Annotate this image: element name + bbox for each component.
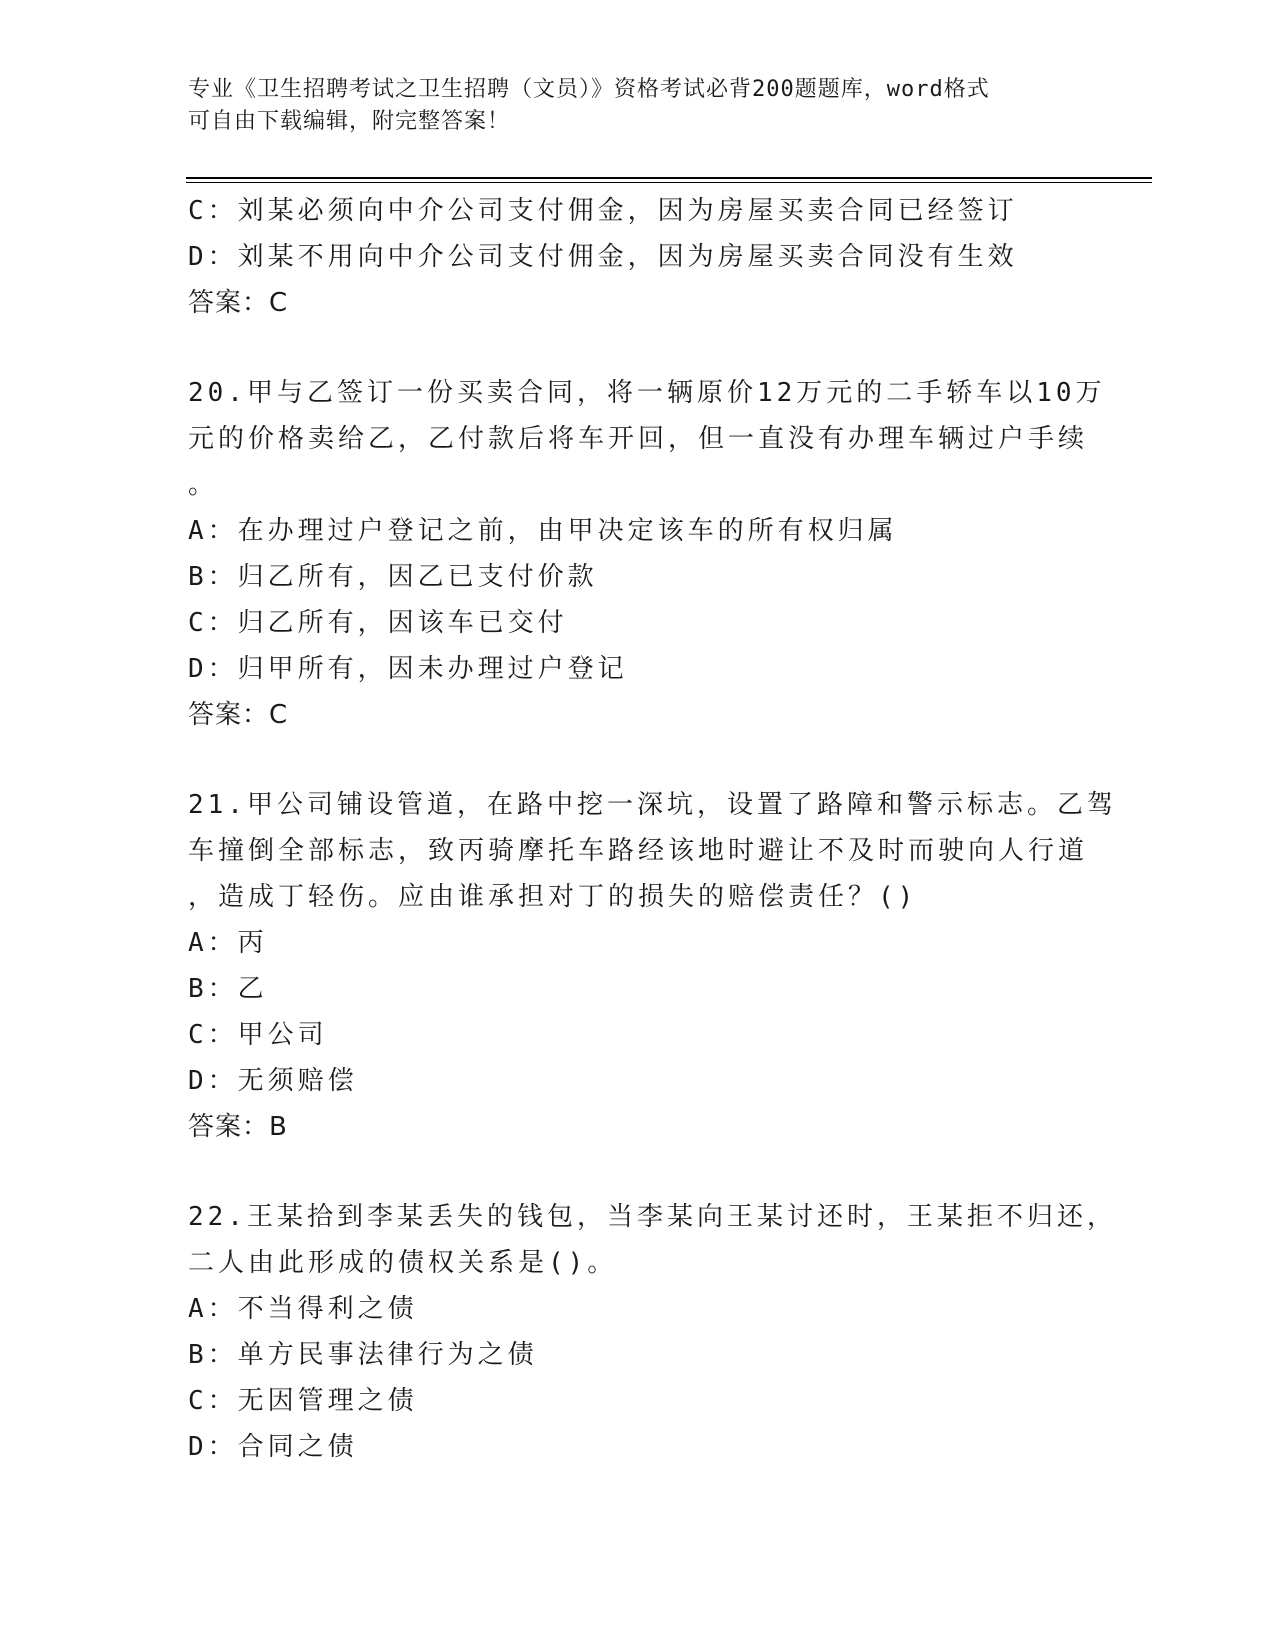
question-stem-line: ，造成丁轻伤。应由谁承担对丁的损失的赔偿责任？()	[188, 882, 918, 912]
question-stem-line: 21.甲公司铺设管道，在路中挖一深坑，设置了路障和警示标志。乙驾	[188, 790, 1117, 820]
header-line-1: 专业《卫生招聘考试之卫生招聘（文员）》资格考试必背200题题库，word格式	[188, 77, 990, 102]
question-stem-line: 20.甲与乙签订一份买卖合同，将一辆原价12万元的二手轿车以10万	[188, 378, 1106, 408]
answer-line: 答案：C	[188, 700, 289, 730]
option-b: B：归乙所有，因乙已支付价款	[188, 562, 598, 592]
question-stem-line: 元的价格卖给乙，乙付款后将车开回，但一直没有办理车辆过户手续	[188, 424, 1089, 454]
option-d: D：刘某不用向中介公司支付佣金，因为房屋买卖合同没有生效	[188, 242, 1018, 272]
header-divider-thick	[186, 177, 1152, 179]
option-c: C：归乙所有，因该车已交付	[188, 608, 568, 638]
option-b: B：乙	[188, 974, 268, 1004]
header-divider-thin	[186, 182, 1152, 183]
question-stem-line: 二人由此形成的债权关系是()。	[188, 1248, 618, 1278]
question-22	[188, 1194, 1117, 1470]
header-line-2: 可自由下载编辑，附完整答案！	[188, 109, 511, 134]
question-21	[188, 782, 1117, 1150]
question-stem-line: 。	[188, 470, 219, 500]
question-stem-line: 车撞倒全部标志，致丙骑摩托车路经该地时避让不及时而驶向人行道	[188, 836, 1089, 866]
option-a: A：丙	[188, 928, 268, 958]
option-c: C：甲公司	[188, 1020, 328, 1050]
document-header	[188, 74, 1088, 138]
question-20	[188, 370, 1106, 738]
option-d: D：归甲所有，因未办理过户登记	[188, 654, 628, 684]
carryover-question	[188, 188, 1088, 326]
answer-line: 答案：C	[188, 288, 289, 318]
option-c: C：刘某必须向中介公司支付佣金，因为房屋买卖合同已经签订	[188, 196, 1018, 226]
option-d: D：无须赔偿	[188, 1066, 358, 1096]
option-a: A：不当得利之债	[188, 1294, 418, 1324]
option-a: A：在办理过户登记之前，由甲决定该车的所有权归属	[188, 516, 898, 546]
question-stem-line: 22.王某拾到李某丢失的钱包，当李某向王某讨还时，王某拒不归还，	[188, 1202, 1117, 1232]
answer-line: 答案：B	[188, 1112, 288, 1142]
option-b: B：单方民事法律行为之债	[188, 1340, 538, 1370]
document-body	[188, 188, 1117, 1470]
option-c: C：无因管理之债	[188, 1386, 418, 1416]
option-d: D：合同之债	[188, 1432, 358, 1462]
